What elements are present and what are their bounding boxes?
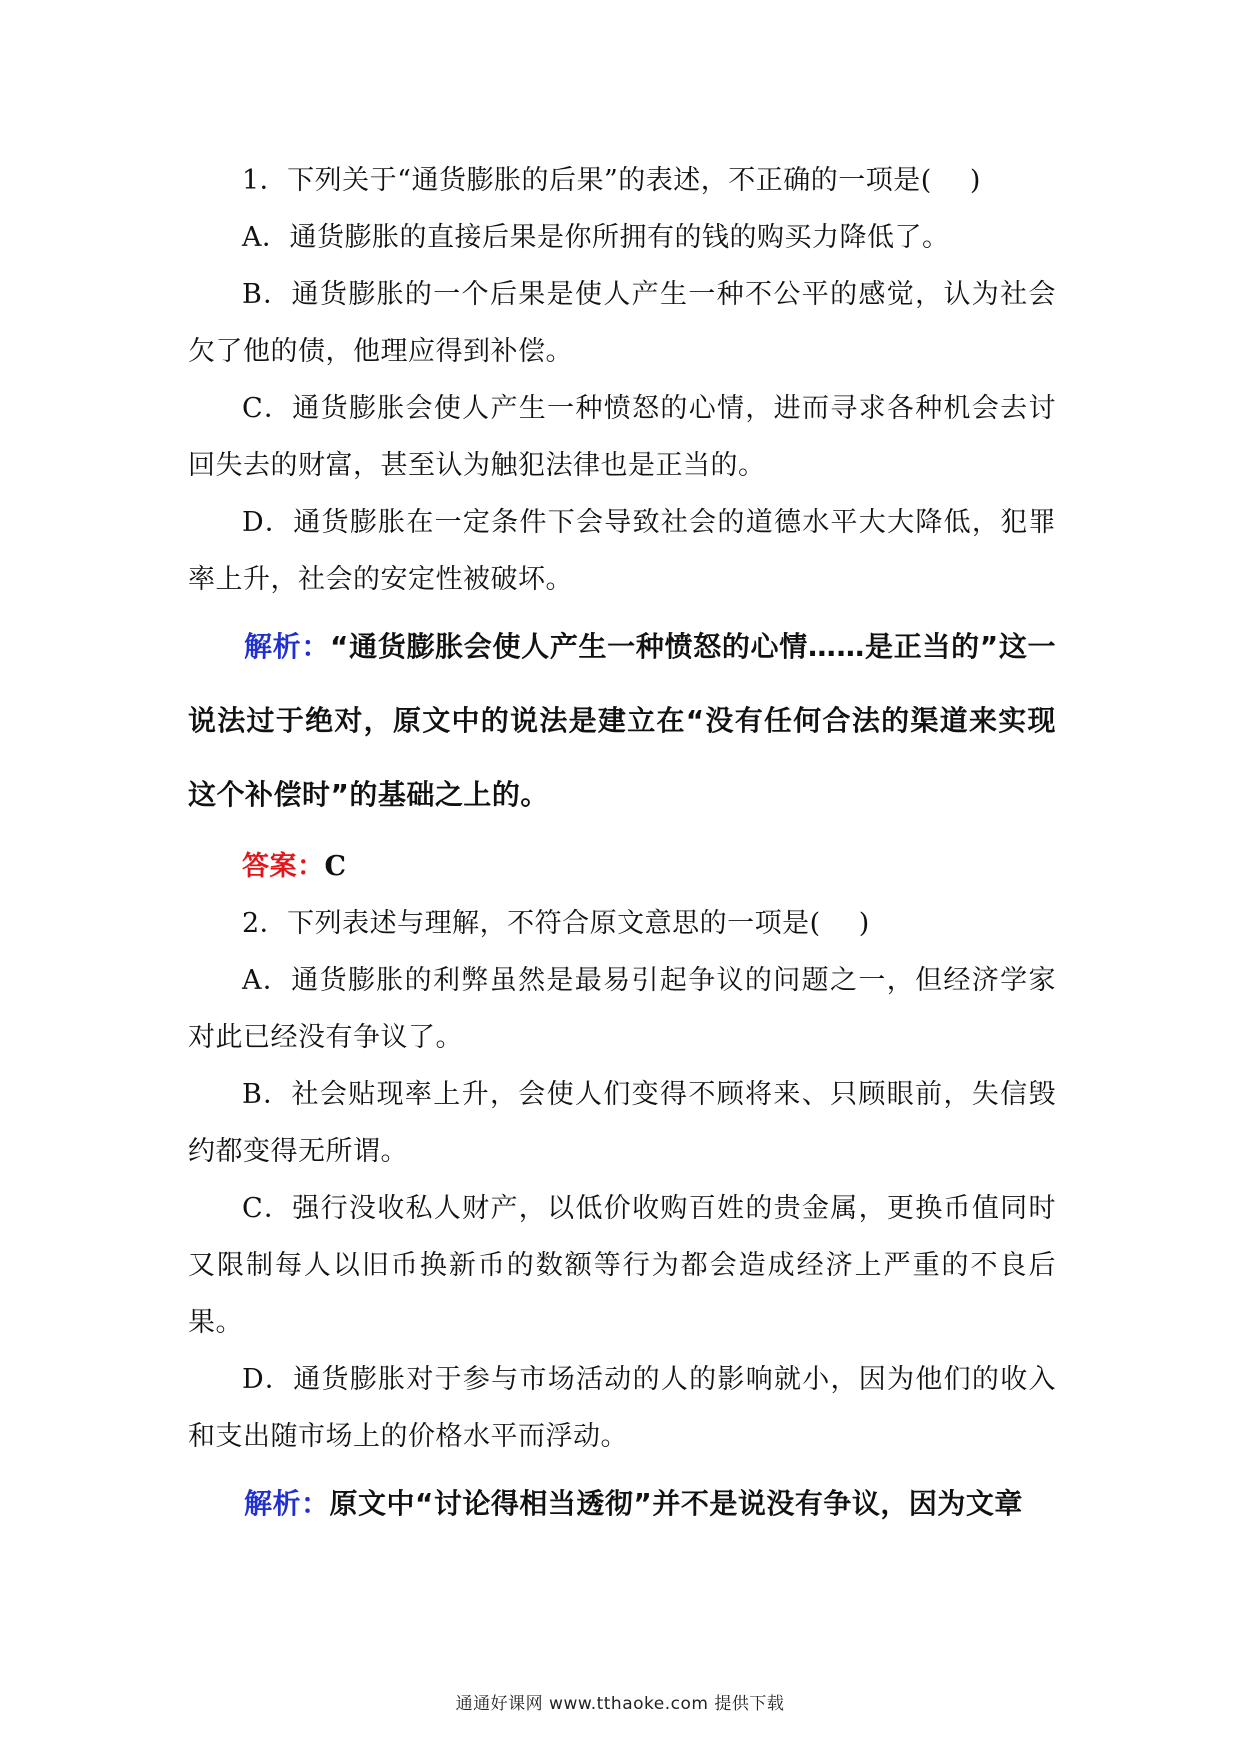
- question-1-option-b: B．通货膨胀的一个后果是使人产生一种不公平的感觉，认为社会欠了他的债，他理应得到补偿。: [188, 279, 1056, 367]
- question-1-answer-label: 答案：: [242, 851, 325, 882]
- question-2-stem: [188, 895, 1056, 952]
- page-footer: 通通好课网 www.tthaoke.com 提供下载: [455, 1694, 785, 1714]
- question-1-stem-text: 1．下列关于“通货膨胀的后果”的表述，不正确的一项是(: [242, 165, 932, 196]
- question-2-option-a: A．通货膨胀的利弊虽然是最易引起争议的问题之一，但经济学家对此已经没有争议了。: [188, 965, 1056, 1053]
- question-1-analysis-label: 解析：: [244, 630, 331, 663]
- question-1-answer-value: C: [324, 851, 347, 882]
- question-2-analysis-text: 原文中“讨论得相当透彻”并不是说没有争议，因为文章: [329, 1487, 1023, 1520]
- question-2-analysis: [188, 1467, 1056, 1541]
- question-1-option-c: C．通货膨胀会使人产生一种愤怒的心情，进而寻求各种机会去讨回失去的财富，甚至认为触犯法律也是正当的。: [188, 393, 1056, 481]
- question-1-analysis: [188, 610, 1056, 832]
- question-1-option-a: A．通货膨胀的直接后果是你所拥有的钱的购买力降低了。: [242, 222, 950, 253]
- question-1-analysis-text: “通货膨胀会使人产生一种愤怒的心情……是正当的”这一说法过于绝对，原文中的说法是建立在“没有任何合法的渠道来实现这个补偿时”的基础之上的。: [188, 630, 1056, 811]
- question-2-option-d: D．通货膨胀对于参与市场活动的人的影响就小，因为他们的收入和支出随市场上的价格水平而浮动。: [188, 1364, 1056, 1452]
- question-2-option-b: B．社会贴现率上升，会使人们变得不顾将来、只顾眼前，失信毁约都变得无所谓。: [188, 1079, 1056, 1167]
- question-1-stem-close: ): [969, 165, 981, 196]
- document-body: [188, 152, 1056, 1541]
- question-2-stem-close: ): [858, 908, 870, 939]
- question-1-option-d: D．通货膨胀在一定条件下会导致社会的道德水平大大降低，犯罪率上升，社会的安定性被破坏。: [188, 507, 1056, 595]
- question-2-option-c: C．强行没收私人财产，以低价收购百姓的贵金属，更换币值同时又限制每人以旧币换新币的数额等行为都会造成经济上严重的不良后果。: [188, 1193, 1056, 1338]
- question-1-stem: [188, 152, 1056, 209]
- question-2-analysis-label: 解析：: [244, 1487, 330, 1520]
- question-2-stem-text: 2．下列表述与理解，不符合原文意思的一项是(: [242, 908, 821, 939]
- question-1-answer: [188, 838, 1056, 895]
